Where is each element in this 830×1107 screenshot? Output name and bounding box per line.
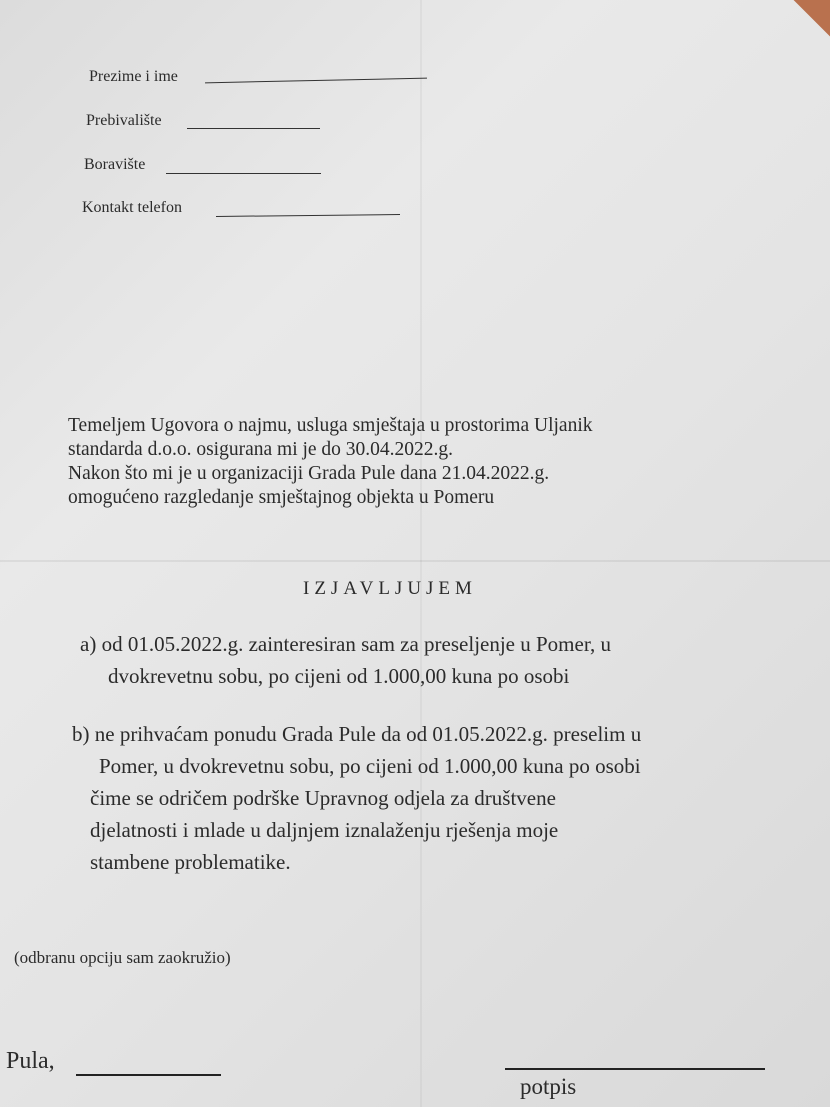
- residence-blank-line[interactable]: [187, 128, 320, 129]
- option-b-line: stambene problematike.: [90, 850, 291, 874]
- stay-blank-line[interactable]: [166, 173, 321, 174]
- date-blank-line[interactable]: [76, 1074, 221, 1076]
- option-b-line: b) ne prihvaćam ponudu Grada Pule da od 01.05.2022.g. preselim u: [72, 722, 642, 746]
- intro-line: Temeljem Ugovora o najmu, usluga smještaja u prostorima Uljanik: [68, 415, 593, 436]
- phone-blank-line[interactable]: [216, 214, 400, 217]
- background-table-corner: [790, 0, 830, 40]
- signature-line[interactable]: [505, 1068, 765, 1070]
- option-b[interactable]: [72, 718, 641, 878]
- selection-note: (odbranu opciju sam zaokružio): [14, 948, 231, 967]
- option-a-line: dvokrevetnu sobu, po cijeni od 1.000,00 kuna po osobi: [108, 664, 570, 688]
- option-a[interactable]: [80, 628, 611, 692]
- option-b-line: djelatnosti i mlade u daljnjem iznalaženju rješenja moje: [90, 818, 559, 842]
- option-a-line: a) od 01.05.2022.g. zainteresiran sam za preseljenje u Pomer, u: [80, 632, 611, 656]
- field-label-residence: Prebivalište: [86, 112, 162, 129]
- intro-paragraph: [68, 414, 592, 510]
- name-blank-line[interactable]: [205, 78, 427, 84]
- paper-fold: [0, 560, 830, 562]
- intro-line: omogućeno razgledanje smještajnog objekta u Pomeru: [68, 487, 495, 508]
- paper-fold: [420, 0, 422, 1107]
- field-label-name: Prezime i ime: [89, 68, 178, 85]
- declaration-heading: IZJAVLJUJEM: [303, 578, 477, 599]
- option-b-line: Pomer, u dvokrevetnu sobu, po cijeni od 1.000,00 kuna po osobi: [99, 754, 641, 778]
- intro-line: standarda d.o.o. osigurana mi je do 30.04.2022.g.: [68, 439, 454, 460]
- intro-line: Nakon što mi je u organizaciji Grada Pule dana 21.04.2022.g.: [68, 463, 550, 484]
- signature-label: potpis: [520, 1074, 577, 1099]
- place-label: Pula,: [6, 1048, 55, 1074]
- field-label-phone: Kontakt telefon: [82, 199, 182, 216]
- option-b-line: čime se odričem podrške Upravnog odjela za društvene: [90, 786, 556, 810]
- field-label-stay: Boravište: [84, 156, 146, 173]
